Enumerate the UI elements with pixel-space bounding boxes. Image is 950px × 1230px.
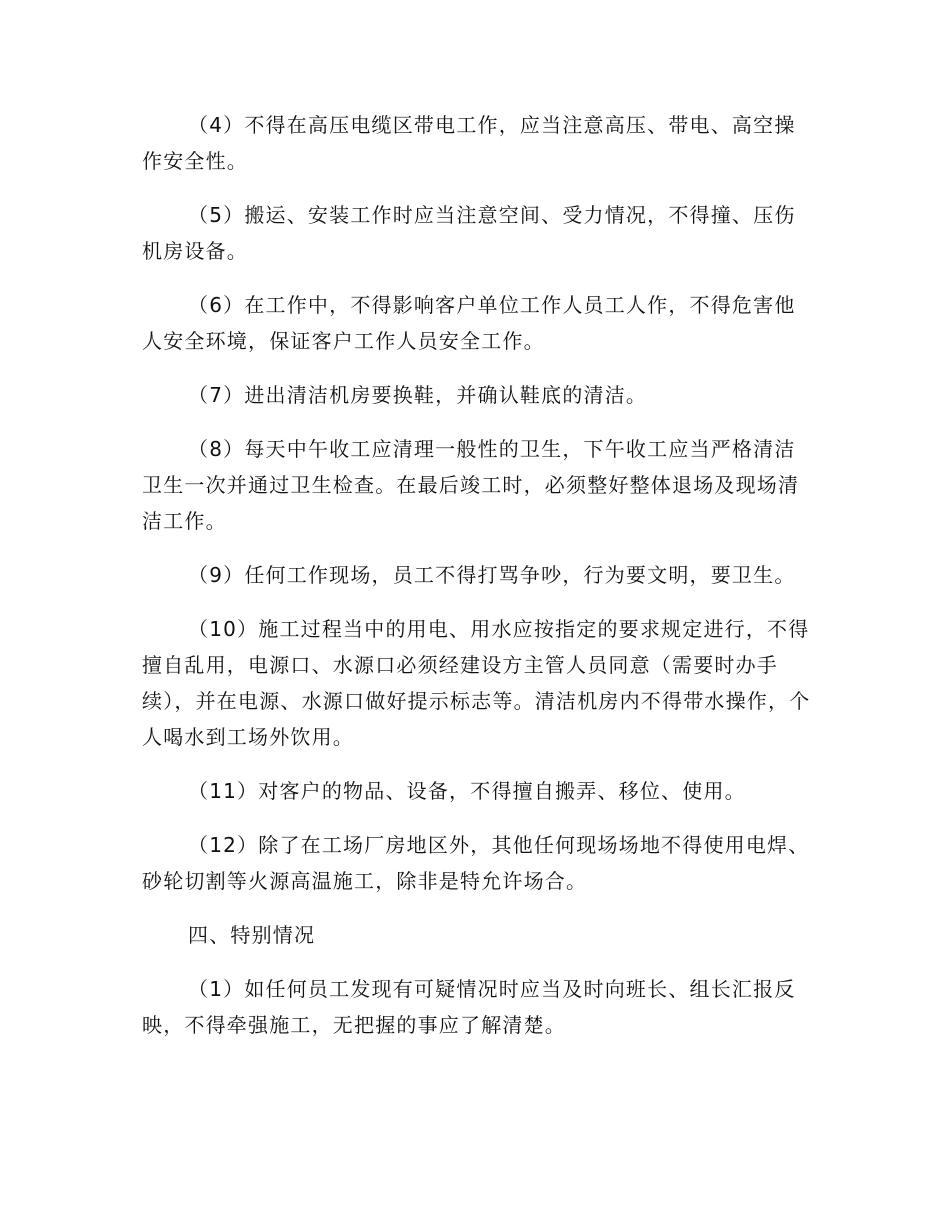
rule-item-10: （10）施工过程当中的用电、用水应按指定的要求规定进行，不得擅自乱用，电源口、水源口必须经建设方主管人员同意（需要时办手续），并在电源、水源口做好提示标志等。清洁机房内不得带水操作，个人喝水到工场外饮用。	[142, 617, 811, 749]
document-body	[142, 107, 814, 1061]
special-item-1: （1）如任何员工发现有可疑情况时应当及时向班长、组长汇报反映，不得牵强施工，无把握的事应了解清楚。	[142, 977, 796, 1037]
rule-item-6: （6）在工作中，不得影响客户单位工作人员工人作，不得危害他人安全环境，保证客户工作人员安全工作。	[142, 293, 796, 353]
rule-item-8: （8）每天中午收工应清理一般性的卫生，下午收工应当严格清洁卫生一次并通过卫生检查。在最后竣工时，必须整好整体退场及现场清洁工作。	[142, 437, 800, 533]
rule-item-4: （4）不得在高压电缆区带电工作，应当注意高压、带电、高空操作安全性。	[142, 113, 796, 173]
rule-item-12: （12）除了在工场厂房地区外，其他任何现场场地不得使用电焊、砂轮切割等火源高温施工，除非是特允许场合。	[142, 833, 810, 893]
rule-item-11: （11）对客户的物品、设备，不得擅自搬弄、移位、使用。	[188, 779, 746, 803]
rule-item-7: （7）进出清洁机房要换鞋，并确认鞋底的清洁。	[188, 383, 648, 407]
section-heading: 四、特别情况	[188, 923, 316, 947]
rule-item-5: （5）搬运、安装工作时应当注意空间、受力情况，不得撞、压伤机房设备。	[142, 203, 796, 263]
rule-item-9: （9）任何工作现场，员工不得打骂争吵，行为要文明，要卫生。	[188, 563, 796, 587]
